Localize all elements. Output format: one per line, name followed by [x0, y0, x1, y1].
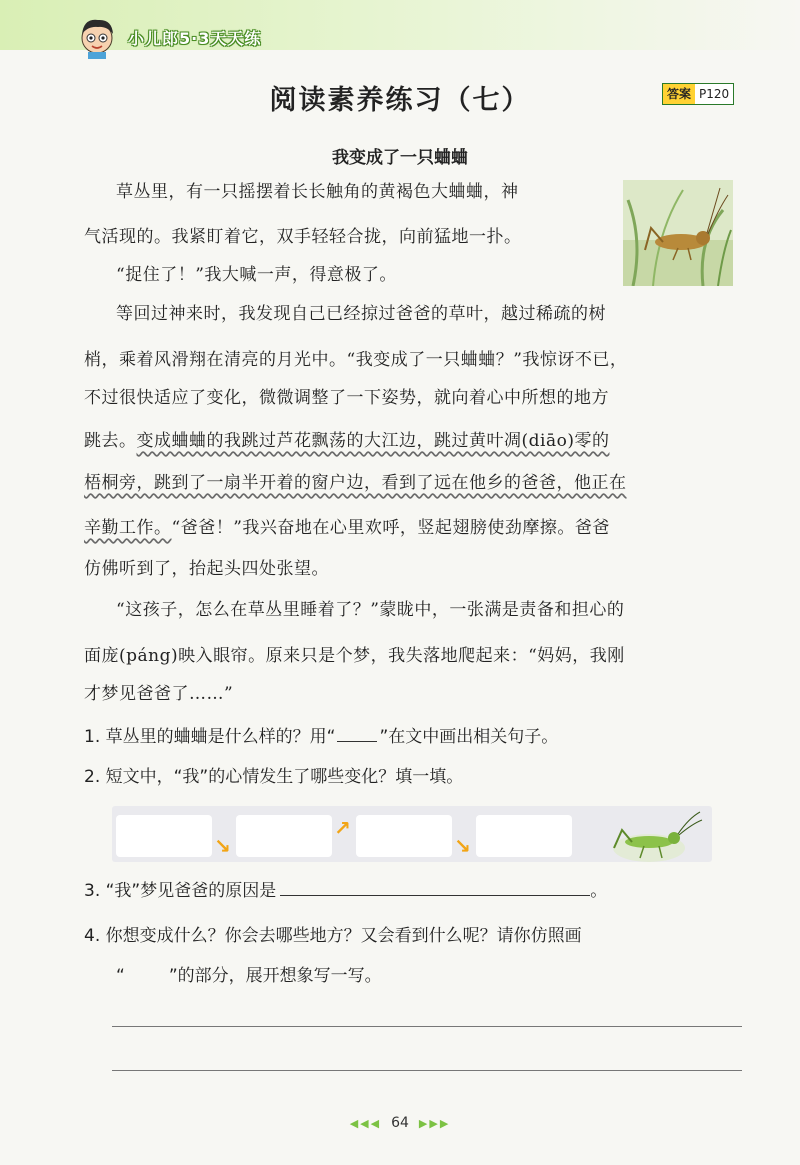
story-line: 等回过神来时，我发现自己已经掠过爸爸的草叶，越过稀疏的树 [116, 304, 606, 324]
underlined-text: 变成蛐蛐的我跳过芦花飘荡的大江边，跳过黄叶凋(diāo)零的 [136, 431, 610, 451]
question-2: 2. 短文中，“我”的心情发生了哪些变化？填一填。 [84, 767, 464, 787]
answer-page: P120 [695, 84, 733, 104]
answer-blank[interactable] [280, 879, 590, 896]
writing-line[interactable] [112, 1026, 742, 1027]
underline-marker [337, 727, 377, 742]
story-line-group [84, 430, 609, 452]
cricket-illustration [604, 808, 704, 864]
question-4: 4. 你想变成什么？你会去哪些地方？又会看到什么呢？请你仿照画 [84, 926, 582, 946]
header-band [0, 0, 800, 50]
arrow-down-right-icon: ↘ [454, 834, 471, 858]
arrow-up-right-icon: ↗ [334, 816, 351, 840]
mood-box-1[interactable] [116, 815, 212, 857]
story-line: “捉住了！”我大喊一声，得意极了。 [116, 265, 397, 285]
question-3-text: 3. “我”梦见爸爸的原因是 [84, 881, 277, 901]
question-1 [84, 726, 558, 748]
story-text: “爸爸！”我兴奋地在心里欢呼，竖起翅膀使劲摩擦。爸爸 [171, 518, 610, 538]
question-1-text-end: ”在文中画出相关句子。 [379, 727, 559, 747]
quote-open: “ [116, 966, 125, 986]
left-arrows-icon: ◀◀◀ [349, 1117, 382, 1130]
story-title: 我变成了一只蛐蛐 [332, 148, 468, 168]
arrow-down-right-icon: ↘ [214, 834, 231, 858]
story-line: 气活现的。我紧盯着它，双手轻轻合拢，向前猛地一扑。 [84, 227, 522, 247]
wavy-marker [125, 965, 169, 981]
question-3-end: 。 [590, 881, 608, 901]
boy-mascot-icon [74, 14, 120, 60]
right-arrows-icon: ▶▶▶ [418, 1117, 451, 1130]
question-1-text: 1. 草丛里的蛐蛐是什么样的？用“ [84, 727, 336, 747]
story-line: 草丛里，有一只摇摆着长长触角的黄褐色大蛐蛐，神 [116, 182, 519, 202]
story-line [84, 472, 627, 494]
mood-box-2[interactable] [236, 815, 332, 857]
grasshopper-illustration [623, 180, 733, 286]
story-line: 才梦见爸爸了……” [84, 684, 234, 704]
underlined-text: 梧桐旁，跳到了一扇半开着的窗户边，看到了远在他乡的爸爸，他正在 [84, 473, 627, 493]
writing-line[interactable] [112, 1070, 742, 1071]
mood-box-4[interactable] [476, 815, 572, 857]
underlined-text: 辛勤工作。 [84, 518, 172, 538]
page-footer [0, 1115, 800, 1131]
story-line: 仿佛听到了，抬起头四处张望。 [84, 559, 329, 579]
mood-box-3[interactable] [356, 815, 452, 857]
story-line: 不过很快适应了变化，微微调整了一下姿势，就向着心中所想的地方 [84, 388, 609, 408]
story-line: “这孩子，怎么在草丛里睡着了？”蒙眬中，一张满是责备和担心的 [116, 600, 625, 620]
answer-badge[interactable] [662, 83, 734, 105]
question-4-text-end: ”的部分，展开想象写一写。 [168, 966, 382, 986]
question-4-line2 [116, 965, 382, 987]
story-text: 跳去。 [84, 431, 137, 451]
brand-title: 小儿郎5·3天天练 [128, 29, 262, 48]
question-3 [84, 879, 607, 902]
answer-label: 答案 [663, 84, 695, 104]
story-line: 面庞(páng)映入眼帘。原来只是个梦，我失落地爬起来：“妈妈，我刚 [84, 646, 625, 666]
story-line-group [84, 517, 610, 539]
story-line: 梢，乘着风滑翔在清亮的月光中。“我变成了一只蛐蛐？”我惊讶不已， [84, 350, 628, 370]
page-title: 阅读素养练习（七） [269, 85, 531, 116]
page-number: 64 [391, 1115, 409, 1131]
